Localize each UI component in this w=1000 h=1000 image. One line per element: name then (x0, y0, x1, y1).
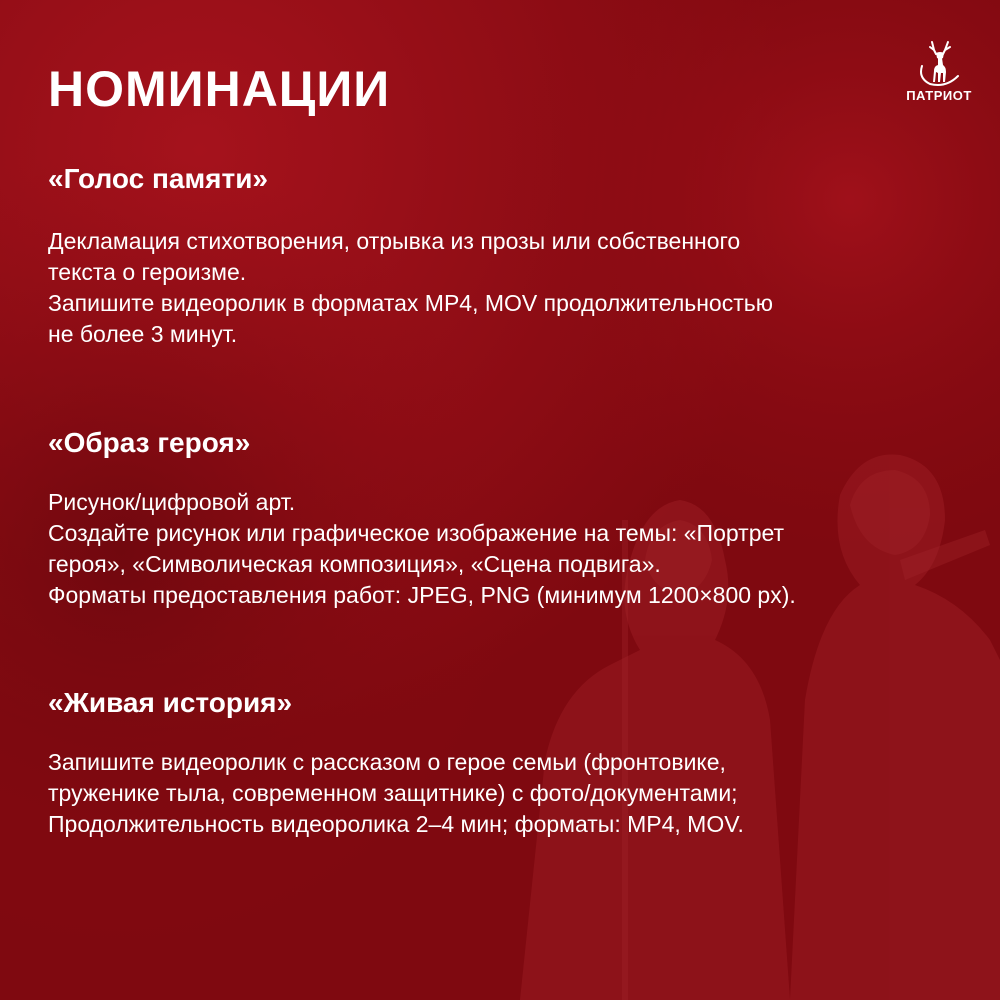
description-line: Форматы предоставления работ: JPEG, PNG (минимум 1200×800 px). (48, 582, 796, 608)
description-line: Запишите видеоролик в форматах MP4, MOV продолжительностью (48, 290, 773, 316)
description-line: труженике тыла, современном защитнике) с фото/документами; (48, 780, 738, 806)
nomination-title: «Образ героя» (48, 427, 251, 458)
description-line: текста о героизме. (48, 259, 247, 285)
deer-icon (914, 38, 964, 88)
description-line: героя», «Символическая композиция», «Сцена подвига». (48, 551, 661, 577)
description-line: Рисунок/цифровой арт. (48, 489, 296, 515)
nomination-living-history (48, 686, 948, 840)
description-line: не более 3 минут. (48, 321, 238, 347)
nomination-hero-image (48, 426, 948, 611)
nomination-title: «Живая история» (48, 687, 293, 718)
description-line: Создайте рисунок или графическое изображение на темы: «Портрет (48, 520, 785, 546)
description-line: Запишите видеоролик с рассказом о герое семьи (фронтовике, (48, 749, 726, 775)
patriot-logo (900, 38, 978, 120)
logo-text: ПАТРИОТ (906, 88, 972, 103)
nomination-description (48, 747, 948, 840)
description-line: Продолжительность видеоролика 2–4 мин; форматы: MP4, MOV. (48, 811, 744, 837)
description-line: Декламация стихотворения, отрывка из прозы или собственного (48, 228, 741, 254)
page-title: НОМИНАЦИИ (48, 61, 391, 117)
nomination-title: «Голос памяти» (48, 163, 268, 194)
nomination-voice-of-memory (48, 162, 948, 350)
nomination-description (48, 226, 948, 350)
nomination-description (48, 487, 948, 611)
